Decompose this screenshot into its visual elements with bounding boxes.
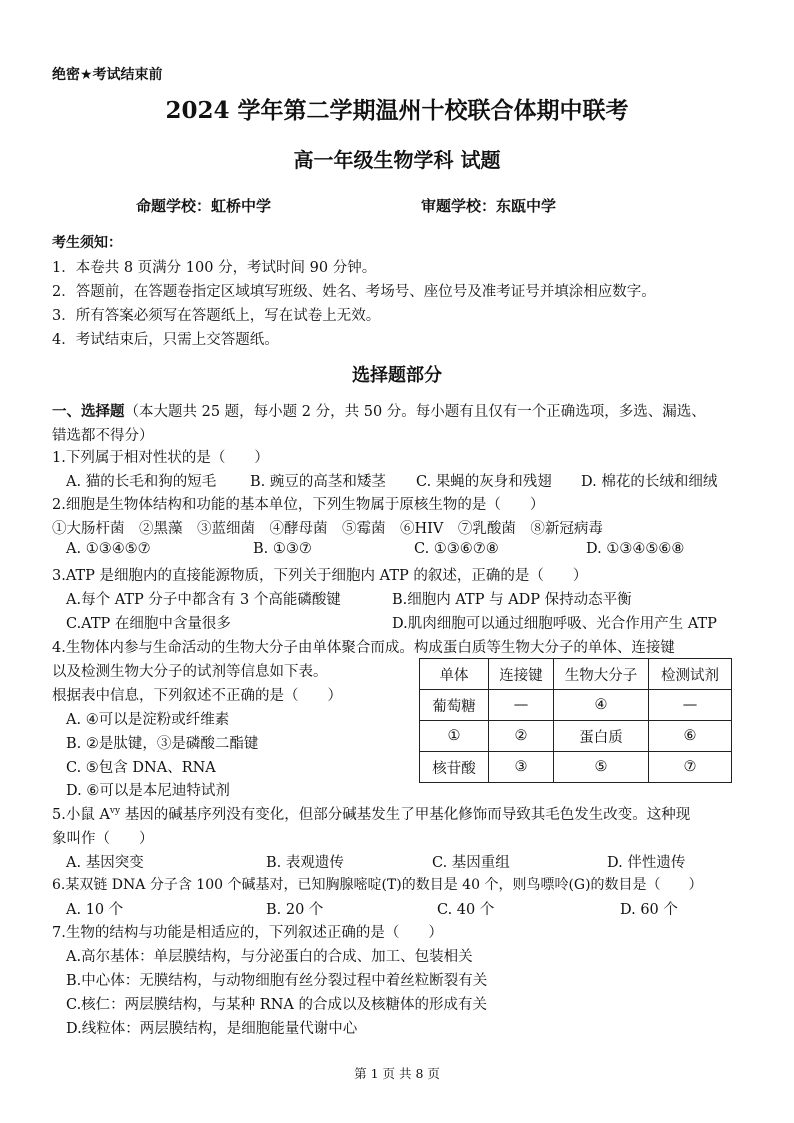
q1-option-a: A. 猫的长毛和狗的短毛 — [66, 474, 217, 490]
q5-stem-post: 基因的碱基序列没有变化，但部分碱基发生了甲基化修饰而导致其毛色发生改变。这种现 — [120, 807, 691, 823]
q1-option-c: C. 果蝇的灰身和残翅 — [416, 474, 552, 490]
q1-option-d: D. 棉花的长绒和细绒 — [581, 474, 718, 490]
q6-stem: 6.某双链 DNA 分子含 100 个碱基对，已知胸腺嘧啶(T)的数目是 40 个，则鸟嘌呤(G)的数目是（ ） — [52, 877, 703, 893]
table-header: 检测试剂 — [649, 659, 732, 690]
q4-option-d: D. ⑥可以是本尼迪特试剂 — [66, 783, 230, 799]
q5-option-d: D. 伴性遗传 — [607, 855, 686, 871]
q5-stem — [52, 803, 690, 824]
q5-option-c: C. 基因重组 — [432, 855, 510, 871]
table-header: 单体 — [420, 659, 489, 690]
table-header: 生物大分子 — [554, 659, 649, 690]
section-intro-cont: 错选都不得分） — [52, 428, 154, 444]
q7-option-c: C.核仁：两层膜结构，与某种 RNA 的合成以及核糖体的形成有关 — [66, 997, 487, 1013]
table-cell: ② — [489, 721, 554, 752]
page-footer: 第 1 页 共 8 页 — [354, 1066, 440, 1081]
table-cell: — — [489, 690, 554, 721]
q7-option-b: B.中心体：无膜结构，与动物细胞有丝分裂过程中着丝粒断裂有关 — [66, 973, 488, 989]
q4-stem-question: 根据表中信息，下列叙述不正确的是（ ） — [52, 688, 342, 704]
q5-gene-superscript: vy — [109, 806, 121, 817]
reviewer-school: 审题学校：东瓯中学 — [421, 197, 557, 215]
q2-option-c: C. ①③⑥⑦⑧ — [414, 541, 499, 557]
q7-option-d: D.线粒体：两层膜结构，是细胞能量代谢中心 — [66, 1021, 358, 1037]
q6-option-d: D. 60 个 — [620, 902, 678, 918]
notice-heading: 考生须知： — [52, 235, 122, 251]
q6-option-b: B. 20 个 — [266, 902, 324, 918]
q5-option-a: A. 基因突变 — [66, 855, 144, 871]
table-cell: 葡萄糖 — [420, 690, 489, 721]
table-cell: ① — [420, 721, 489, 752]
table-row — [420, 752, 732, 783]
q4-table — [419, 658, 732, 783]
q3-stem: 3.ATP 是细胞内的直接能源物质，下列关于细胞内 ATP 的叙述，正确的是（ ） — [52, 568, 588, 584]
notice-item: 3．所有答案必须写在答题纸上，写在试卷上无效。 — [52, 308, 381, 324]
table-cell: ⑥ — [649, 721, 732, 752]
q4-option-c: C. ⑤包含 DNA、RNA — [66, 760, 216, 776]
table-header-row — [420, 659, 732, 690]
table-cell: ④ — [554, 690, 649, 721]
q3-option-c: C.ATP 在细胞中含量很多 — [66, 616, 231, 632]
table-row — [420, 721, 732, 752]
q2-option-d: D. ①③④⑤⑥⑧ — [586, 541, 685, 557]
q7-stem: 7.生物的结构与功能是相适应的，下列叙述正确的是（ ） — [52, 925, 443, 941]
table-cell: 蛋白质 — [554, 721, 649, 752]
notice-item: 2．答题前，在答题卷指定区域填写班级、姓名、考场号、座位号及准考证号并填涂相应数字。 — [52, 284, 656, 300]
q3-option-d: D.肌肉细胞可以通过细胞呼吸、光合作用产生 ATP — [392, 616, 717, 632]
q3-option-a: A.每个 ATP 分子中都含有 3 个高能磷酸键 — [66, 592, 341, 608]
section-title: 选择题部分 — [352, 365, 442, 386]
q2-list: ①大肠杆菌 ②黑藻 ③蓝细菌 ④酵母菌 ⑤霉菌 ⑥HIV ⑦乳酸菌 ⑧新冠病毒 — [52, 521, 603, 537]
q4-option-b: B. ②是肽键，③是磷酸二酯键 — [66, 736, 259, 752]
q3-option-b: B.细胞内 ATP 与 ADP 保持动态平衡 — [392, 592, 632, 608]
q2-option-a: A. ①③④⑤⑦ — [66, 541, 151, 557]
table-row — [420, 690, 732, 721]
q2-stem: 2.细胞是生物体结构和功能的基本单位，下列生物属于原核生物的是（ ） — [52, 497, 545, 513]
q5-stem-cont: 象叫作（ ） — [52, 831, 154, 847]
q5-stem-pre: 5.小鼠 A — [52, 807, 110, 823]
table-cell: ③ — [489, 752, 554, 783]
exam-subtitle: 高一年级生物学科 试题 — [293, 148, 501, 172]
setter-school: 命题学校：虹桥中学 — [136, 197, 272, 215]
notice-item: 4．考试结束后，只需上交答题纸。 — [52, 332, 279, 348]
section-intro — [52, 400, 706, 421]
q4-stem: 4.生物体内参与生命活动的生物大分子由单体聚合而成。构成蛋白质等生物大分子的单体、连接键 — [52, 640, 675, 656]
confidential-label: 绝密★考试结束前 — [52, 67, 163, 83]
q7-option-a: A.高尔基体：单层膜结构，与分泌蛋白的合成、加工、包装相关 — [66, 949, 473, 965]
q5-option-b: B. 表观遗传 — [266, 855, 344, 871]
exam-title: 2024 学年第二学期温州十校联合体期中联考 — [165, 97, 629, 124]
table-header: 连接键 — [489, 659, 554, 690]
table-cell: ⑤ — [554, 752, 649, 783]
q6-option-c: C. 40 个 — [437, 902, 495, 918]
table-cell: 核苷酸 — [420, 752, 489, 783]
notice-item: 1．本卷共 8 页满分 100 分，考试时间 90 分钟。 — [52, 260, 377, 276]
q6-option-a: A. 10 个 — [66, 902, 124, 918]
q4-option-a: A. ④可以是淀粉或纤维素 — [66, 712, 230, 728]
table-cell: — — [649, 690, 732, 721]
table-cell: ⑦ — [649, 752, 732, 783]
q4-stem-cont: 以及检测生物大分子的试剂等信息如下表。 — [52, 664, 328, 680]
q2-option-b: B. ①③⑦ — [253, 541, 312, 557]
q1-option-b: B. 豌豆的高茎和矮茎 — [250, 474, 386, 490]
q1-stem: 1.下列属于相对性状的是（ ） — [52, 450, 269, 466]
section-intro-text: （本大题共 25 题，每小题 2 分，共 50 分。每小题有且仅有一个正确选项，多选、漏选、 — [124, 404, 706, 420]
section-intro-bold: 一、选择题 — [52, 403, 125, 420]
